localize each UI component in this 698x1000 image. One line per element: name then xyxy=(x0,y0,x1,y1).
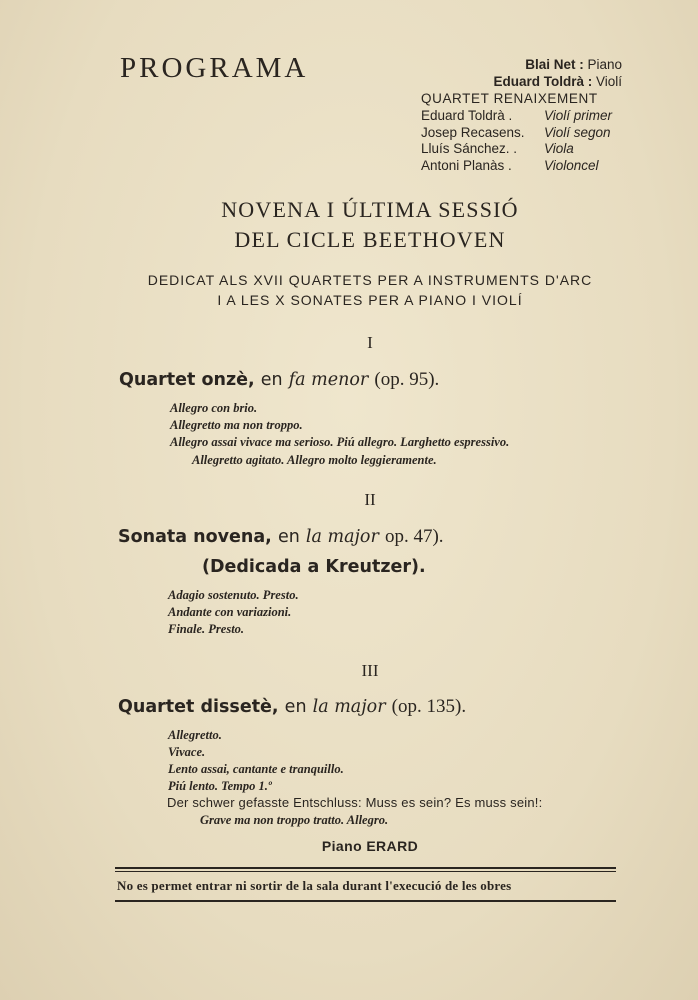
piano-credit: Piano ERARD xyxy=(321,838,419,854)
section-numeral: III xyxy=(361,661,379,680)
movement: Allegretto agitato. Allegro molto leggieramente. xyxy=(192,453,437,467)
work-opus: (op. 135). xyxy=(391,696,467,717)
movement: Finale. Presto. xyxy=(168,622,245,636)
performer-separator: : xyxy=(575,57,588,72)
movement: Allegretto ma non troppo. xyxy=(170,418,303,432)
work-key: fa menor xyxy=(288,370,369,390)
divider-bottom xyxy=(115,900,616,902)
session-title-line-1: NOVENA I ÚLTIMA SESSIÓ xyxy=(221,197,519,222)
section-numeral: I xyxy=(367,333,373,352)
divider-top xyxy=(115,867,616,869)
movement: Andante con variazioni. xyxy=(168,605,292,619)
movement: Grave ma non troppo tratto. Allegro. xyxy=(200,813,389,827)
member-role: Violoncel xyxy=(544,158,599,173)
member-role: Violí primer xyxy=(544,108,613,123)
performer-separator: : xyxy=(583,74,596,89)
work-name: Sonata novena, xyxy=(118,527,272,547)
work-title xyxy=(118,526,444,548)
work-name: Quartet dissetè, xyxy=(118,697,279,717)
dedication-line-1: DEDICAT ALS XVII QUARTETS PER A INSTRUMENTS D'ARC xyxy=(147,272,593,288)
work-title xyxy=(118,696,466,718)
session-title-line-2: DEL CICLE BEETHOVEN xyxy=(234,227,506,252)
quartet-name: QUARTET RENAIXEMENT xyxy=(421,91,598,106)
performer-violinist xyxy=(493,74,622,89)
performer-name: Blai Net xyxy=(525,57,576,72)
section-numeral: II xyxy=(364,490,376,509)
divider-top-thin xyxy=(115,871,616,872)
member-role: Viola xyxy=(544,141,574,156)
work-opus: op. 47). xyxy=(384,526,444,547)
dedication-line-2: I A LES X SONATES PER A PIANO I VIOLÍ xyxy=(217,292,523,308)
member-name: Eduard Toldrà . xyxy=(421,108,513,123)
work-en: en xyxy=(277,527,300,547)
movement: Allegretto. xyxy=(168,728,222,742)
work-en: en xyxy=(260,370,283,390)
member-name: Antoni Planàs . xyxy=(421,158,512,173)
work-key: la major xyxy=(305,527,379,547)
performer-name: Eduard Toldrà xyxy=(493,74,584,89)
movement: Allegro con brio. xyxy=(170,401,258,415)
movement: Lento assai, cantante e tranquillo. xyxy=(168,762,344,776)
work-subtitle: (Dedicada a Kreutzer). xyxy=(202,557,426,577)
work-key: la major xyxy=(312,697,386,717)
program-heading: PROGRAMA xyxy=(120,52,309,84)
work-opus: (op. 95). xyxy=(374,369,440,390)
work-name: Quartet onzè, xyxy=(119,370,255,390)
movement-heading-german: Der schwer gefasste Entschluss: Muss es sein? Es muss sein!: xyxy=(167,795,543,810)
member-name: Josep Recasens. xyxy=(421,125,525,140)
member-role: Violí segon xyxy=(544,125,611,140)
member-name: Lluís Sánchez. . xyxy=(421,141,518,156)
movement: Allegro assai vivace ma serioso. Piú allegro. Larghetto espressivo. xyxy=(170,435,510,449)
audience-notice: No es permet entrar ni sortir de la sala durant l'execució de les obres xyxy=(117,878,512,893)
work-en: en xyxy=(284,697,307,717)
performer-role: Piano xyxy=(587,57,622,72)
performer-role: Violí xyxy=(595,74,622,89)
movement: Piú lento. Tempo 1.º xyxy=(168,779,272,793)
performer-pianist xyxy=(525,57,622,72)
movement: Adagio sostenuto. Presto. xyxy=(168,588,299,602)
work-title xyxy=(119,369,439,391)
movement: Vivace. xyxy=(168,745,206,759)
